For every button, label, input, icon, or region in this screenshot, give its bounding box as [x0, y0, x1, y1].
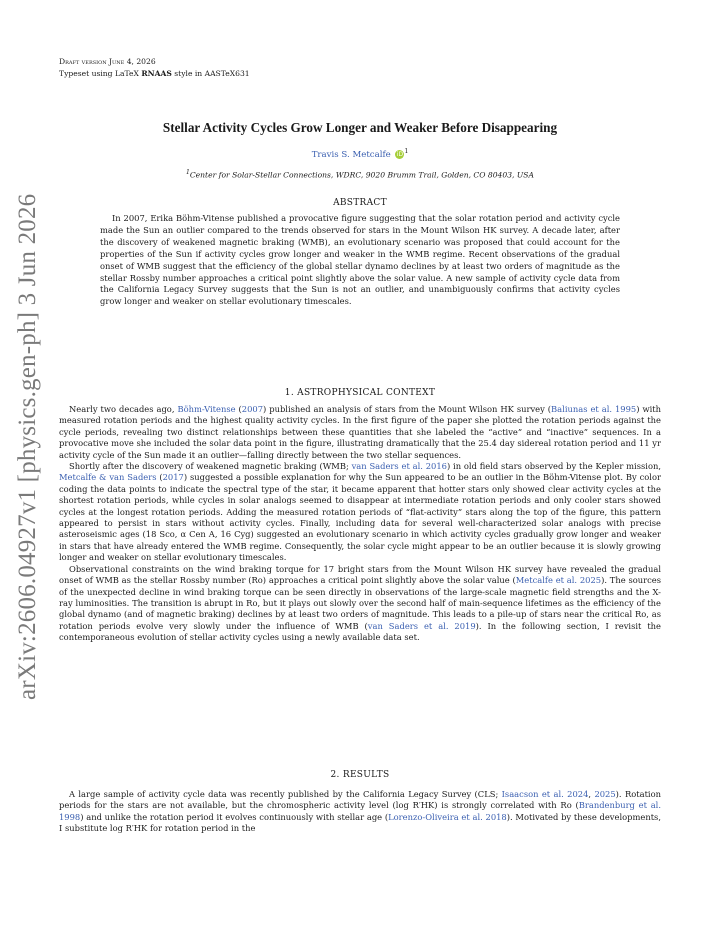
- citation-link[interactable]: 2007: [241, 404, 264, 414]
- text-run: ,: [588, 789, 595, 799]
- text-run: ). Rotation periods for the stars are not available, but the chromospheric activity level (log R′HK) is strongly correlated with Ro (: [59, 789, 661, 811]
- citation-link[interactable]: 2017: [162, 472, 184, 483]
- latex-logo: LaTeX: [114, 69, 139, 78]
- typeset-suffix: style in AASTeX631: [171, 69, 250, 78]
- paragraph: Nearly two decades ago, Böhm-Vitense (2007) published an analysis of stars from the Mount Wilson HK survey (Baliunas et al. 1995) with measured rotation periods and the highest quality activity cycles. In the first figure of the paper she plotted the rotation periods against the cycle periods, revealing two distinct relationships between these quantities that she labeled the “active” and “inactive” sequences. In a provocative move she included the solar data point in the figure, illustrating dramatically that the 25.4 day sidereal rotation period and 11 yr activity cycle of the Sun made it an outlier—falling directly between the two stellar sequences.: [59, 404, 661, 460]
- abstract-text: In 2007, Erika Böhm-Vitense published a provocative figure suggesting that the solar rotation period and activity cycle made the Sun an outlier compared to the trends observed for stars in the Mount Wilson HK survey. A decade later, after the discovery of weakened magnetic braking (WMB), an evolutionary scenario was proposed that could account for the properties of the Sun if activity cycles grow longer and weaker in the WMB regime. Recent observations of the gradual onset of WMB suggest that the efficiency of the global stellar dynamo declines by at least two orders of magnitude as the stellar Rossby number approaches a critical point slightly above the solar value. A new sample of activity cycle data from the California Legacy Survey suggests that the Sun is not an outlier, and unambiguously confirms that activity cycles grow longer and weaker on stellar evolutionary timescales.: [100, 213, 620, 307]
- abstract-heading: ABSTRACT: [333, 198, 387, 208]
- section-body: [59, 789, 661, 835]
- affil-text: Center for Solar-Stellar Connections, WDRC, 9020 Brumm Trail, Golden, CO 80403, USA: [189, 170, 534, 180]
- affil-mark: 1: [186, 169, 190, 176]
- typeset-style: RNAAS: [141, 69, 172, 78]
- text-run: Nearly two decades ago,: [69, 404, 178, 414]
- text-run: ). The sources of the unexpected decline in wind braking torque can be seen directly in observations of the large-scale magnetic field strengths and the X-ray luminosities. The transition is abrupt in Ro, but it plays out slowly over the second half of main-sequence lifetimes as the efficiency of the global dynamo (and of magnetic braking) declines by at least two orders of magnitude. This leads to a pile-up of stars near the critical Ro, as rotation periods evolve very slowly under the influence of WMB (: [59, 575, 661, 631]
- paragraph: [59, 564, 661, 644]
- text-run: ) and unlike the rotation period it evolves continuously with stellar age (: [80, 811, 389, 822]
- citation-link[interactable]: Baliunas et al. 1995: [551, 404, 637, 414]
- author-affil-mark: 1: [404, 148, 409, 155]
- author-line: [0, 148, 720, 160]
- citation-link[interactable]: van Saders et al. 2016: [351, 461, 447, 472]
- text-run: ). Motivated by these developments, I substitute log R′HK for rotation period in the: [59, 811, 661, 834]
- paper-title: Stellar Activity Cycles Grow Longer and Weaker Before Disappearing: [162, 120, 558, 135]
- paragraph: [59, 789, 661, 835]
- draft-version: Draft version June 4, 2026: [59, 57, 156, 66]
- citation-link[interactable]: 2025: [594, 789, 616, 799]
- text-run: published an analysis of stars from the Mount Wilson HK survey (: [266, 404, 552, 414]
- typeset-line: [59, 68, 250, 80]
- text-run: Shortly after the discovery of weakened magnetic braking (WMB;: [69, 461, 352, 472]
- typeset-prefix: Typeset using: [59, 69, 115, 78]
- text-run: ) in old field stars observed by the Kepler mission,: [446, 461, 662, 472]
- citation-link[interactable]: van Saders et al. 2019: [367, 620, 476, 631]
- citation-link[interactable]: Lorenzo-Oliveira et al. 2018: [388, 811, 507, 822]
- citation-link[interactable]: Böhm-Vitense: [177, 404, 236, 414]
- text-run: Observational constraints on the wind braking torque for 17 bright stars from the Mount Wilson HK survey have revealed the gradual onset of WMB as the stellar Rossby number (Ro) approaches a critical point slightly above the solar value (: [59, 563, 661, 586]
- section-heading: 1. ASTROPHYSICAL CONTEXT: [284, 388, 436, 398]
- text-run: A large sample of activity cycle data was recently published by the California Legacy Survey (CLS;: [69, 789, 502, 799]
- citation-link[interactable]: Brandenburg et al. 1998: [59, 800, 661, 822]
- section-body: [59, 404, 661, 644]
- paragraph: Shortly after the discovery of weakened magnetic braking (WMB; van Saders et al. 2016) in old field stars observed by the Kepler mission, Metcalfe & van Saders (2017) suggested a possible explanation for why the Sun appeared to be an outlier in the Böhm-Vitense plot. By color coding the data points to indicate the spectral type of the star, it became apparent that hotter stars only showed clear activity cycles at the shortest rotation periods, while cycles in solar analogs seemed to disappear at intermediate rotation periods and only cooler stars showed cycles at the longest rotation periods. Adding the measured rotation periods of “flat-activity” stars along the top of the figure, this pattern appeared to persist in stars without activity cycles. Finally, including data for several well-characterized solar analogs with precise asteroseismic ages (18 Sco, α Cen A, 16 Cyg) suggested an evolutionary scenario in which activity cycles gradually grow longer and weaker in stars that have already entered the WMB regime. Consequently, the solar cycle might appear to be an outlier because it is slowly growing longer and weaker on stellar evolutionary timescales.: [59, 461, 662, 563]
- author-name[interactable]: Travis S. Metcalfe: [311, 149, 391, 160]
- orcid-icon[interactable]: iD: [396, 150, 404, 158]
- text-run: suggested a possible explanation for why the Sun appeared to be an outlier in the Böhm-Vitense plot. By color coding the data points to indicate the spectral type of the star, it became apparent that hotter stars only showed clear activity cycles at the shortest rotation periods, while cycles in solar analogs seemed to disappear at intermediate rotation periods and only cooler stars showed cycles at the longest rotation periods. Adding the measured rotation periods of “flat-activity” stars along the top of the figure, this pattern appeared to persist in stars without activity cycles. Finally, including data for several well-characterized solar analogs with precise asteroseismic ages (18 Sco, α Cen A, 16 Cyg) suggested an evolutionary scenario in which activity cycles gradually grow longer and weaker in stars that have already entered the WMB regime. Consequently, the solar cycle might appear to be an outlier because it is slowly growing longer and weaker on stellar evolutionary timescales.: [59, 472, 661, 563]
- arxiv-identifier: arXiv:2606.04927v1 [physics.gen-ph] 3 Jun 2026: [14, 193, 41, 700]
- affiliation: [0, 169, 720, 180]
- citation-link[interactable]: Metcalfe & van Saders: [59, 472, 157, 483]
- section-heading: 2. RESULTS: [330, 770, 390, 780]
- citation-link[interactable]: Metcalfe et al. 2025: [515, 575, 602, 586]
- header-meta: [59, 56, 250, 80]
- text-run: ). In the following section, I revisit the contemporaneous evolution of stellar activity cycles using a newly available data set.: [59, 620, 661, 643]
- text-run: ) with measured rotation periods and the highest quality activity cycles. In the first figure of the paper she plotted the rotation periods against the cycle periods, revealing two distinct relationships between these quantities that she labeled the “active” and “inactive” sequences. In a provocative move she included the solar data point in the figure, illustrating dramatically that the 25.4 day sidereal rotation period and 11 yr activity cycle of the Sun made it an outlier—falling directly between the two stellar sequences.: [59, 404, 661, 460]
- citation-link[interactable]: Isaacson et al. 2024: [501, 789, 589, 799]
